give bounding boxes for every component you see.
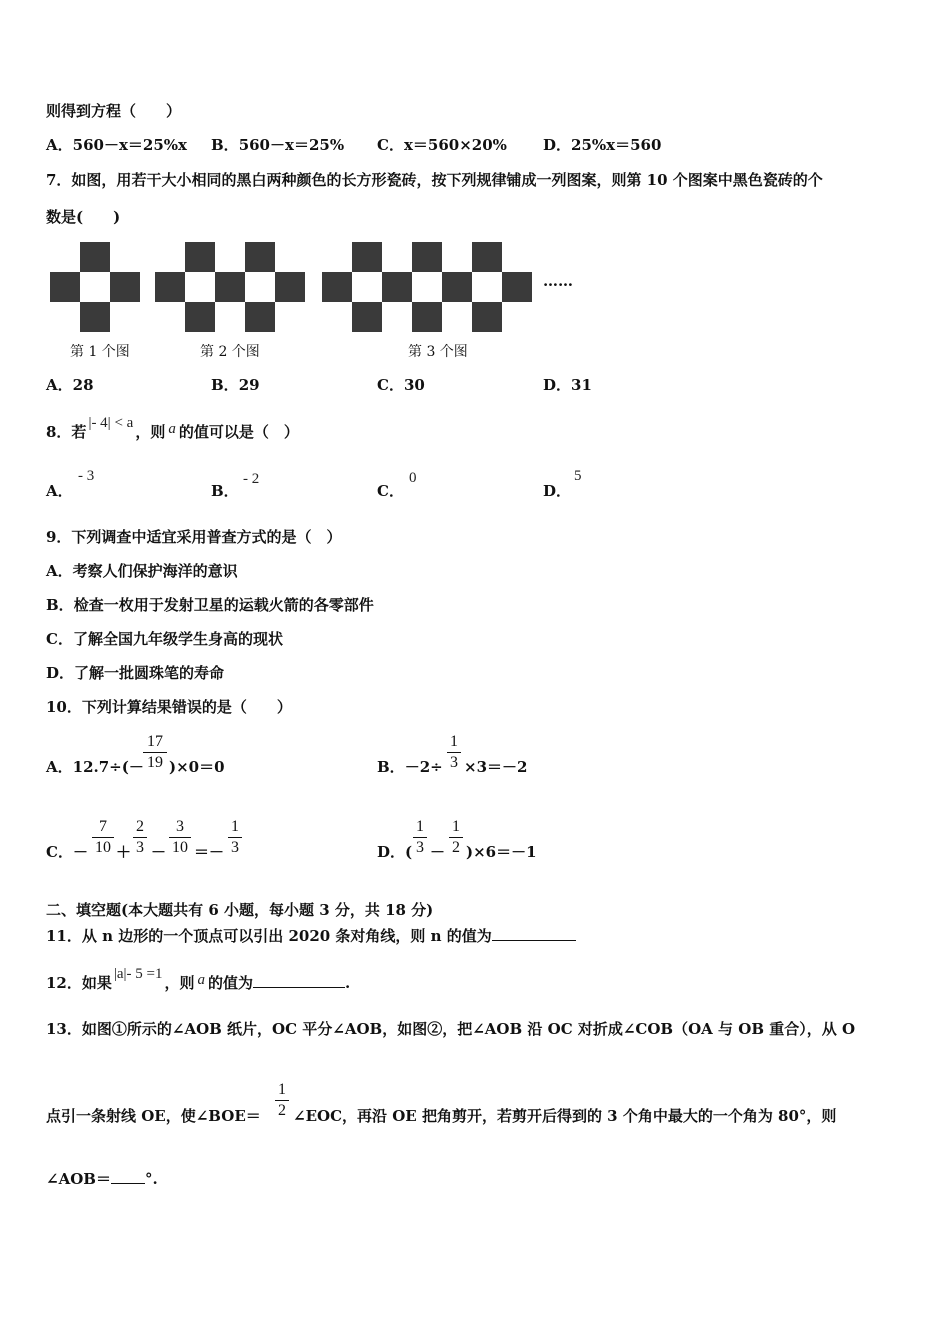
q9-option-d: D．了解一批圆珠笔的寿命 — [46, 664, 225, 682]
q11-answer-blank[interactable] — [492, 926, 576, 941]
q10-option-a-tail: )×0＝0 — [169, 758, 225, 776]
black-tile — [50, 272, 80, 302]
black-tile — [245, 302, 275, 332]
q13-answer-blank[interactable] — [111, 1169, 145, 1184]
q10-c-fraction-3: 3 10 — [169, 818, 191, 857]
q6-option-b: B．560－x＝25% — [211, 136, 345, 154]
black-tile — [80, 302, 110, 332]
q7-option-c: C．30 — [377, 376, 425, 394]
tile-figure-2 — [155, 242, 305, 332]
black-tile — [352, 242, 382, 272]
black-tile — [110, 272, 140, 302]
black-tile — [215, 272, 245, 302]
q10-option-d-tail: )×6＝－1 — [466, 843, 537, 861]
q13-line3: ∠AOB＝ °. — [46, 1170, 158, 1188]
figure-3-caption: 第 3 个图 — [408, 344, 468, 360]
q13-fraction: 1 2 — [275, 1081, 289, 1120]
q8-option-a: A． — [46, 482, 73, 500]
black-tile — [472, 302, 502, 332]
q8-inequality: |- 4| < a — [88, 415, 134, 431]
q9-stem: 9．下列调查中适宜采用普查方式的是（ ） — [46, 528, 342, 546]
tile-figure-1 — [50, 242, 140, 332]
black-tile — [502, 272, 532, 302]
q8-option-c: C． — [377, 482, 404, 500]
q8-option-d-value: 5 — [574, 468, 582, 484]
q6-stem-tail: 则得到方程（ ） — [46, 102, 182, 120]
q8-variable: a — [168, 421, 176, 437]
q10-a-fraction: 17 19 — [143, 733, 167, 772]
black-tile — [322, 272, 352, 302]
q6-option-c: C．x＝560×20% — [377, 136, 507, 154]
q12-answer-blank[interactable] — [253, 973, 345, 988]
q13-line2-start: 点引一条射线 OE，使∠BOE＝ — [46, 1107, 261, 1125]
black-tile — [472, 242, 502, 272]
q10-c-fraction-2: 2 3 — [133, 818, 147, 857]
q10-option-d: D．( — [377, 843, 413, 861]
q7-option-d: D．31 — [543, 376, 592, 394]
q7-option-b: B．29 — [211, 376, 260, 394]
q10-d-fraction-1: 1 3 — [413, 818, 427, 857]
tile-figure-3 — [322, 242, 532, 332]
q10-b-fraction: 1 3 — [447, 733, 461, 772]
q8-option-c-value: 0 — [409, 470, 417, 486]
q8-option-a-value: - 3 — [78, 468, 95, 484]
figure-2-caption: 第 2 个图 — [200, 344, 260, 360]
q10-stem: 10．下列计算结果错误的是（ ） — [46, 698, 292, 716]
black-tile — [412, 242, 442, 272]
q11-stem: 11．从 n 边形的一个顶点可以引出 2020 条对角线，则 n 的值为 — [46, 926, 576, 945]
q10-d-fraction-2: 1 2 — [449, 818, 463, 857]
q10-c-fraction-1: 7 10 — [92, 818, 114, 857]
q10-c-equals: ＝－ — [194, 843, 225, 861]
q8-option-d: D． — [543, 482, 572, 500]
black-tile — [412, 302, 442, 332]
black-tile — [275, 272, 305, 302]
figure-1-caption: 第 1 个图 — [70, 344, 130, 360]
black-tile — [442, 272, 472, 302]
q10-option-c: C．－ — [46, 843, 88, 861]
q9-option-a: A．考察人们保护海洋的意识 — [46, 562, 238, 580]
q8-option-b-value: - 2 — [243, 471, 260, 487]
black-tile — [352, 302, 382, 332]
q10-option-b: B．－2÷ — [377, 758, 443, 776]
black-tile — [80, 242, 110, 272]
black-tile — [185, 302, 215, 332]
q7-option-a: A．28 — [46, 376, 94, 394]
q12-stem: 12．如果 |a|- 5 =1 ，则 a 的值为 . — [46, 966, 351, 992]
black-tile — [245, 242, 275, 272]
q7-ellipsis: …… — [543, 272, 573, 290]
q7-stem-line2: 数是( ) — [46, 208, 121, 226]
q9-option-b: B．检查一枚用于发射卫星的运载火箭的各零部件 — [46, 596, 374, 614]
q8-stem: 8．若 |- 4| < a ，则 a 的值可以是（ ） — [46, 415, 299, 441]
q10-option-b-tail: ×3＝－2 — [464, 758, 528, 776]
q8-option-b: B． — [211, 482, 239, 500]
q6-option-d: D．25%x＝560 — [543, 136, 662, 154]
black-tile — [155, 272, 185, 302]
q12-equation: |a|- 5 =1 — [113, 966, 163, 982]
q10-c-plus: ＋ — [116, 843, 132, 861]
q7-stem-line1: 7．如图，用若干大小相同的黑白两种颜色的长方形瓷砖，按下列规律铺成一列图案，则第 10 个图案中黑色瓷砖的个 — [46, 171, 823, 189]
q10-option-a: A．12.7÷(－ — [46, 758, 144, 776]
q12-variable: a — [197, 972, 206, 988]
q10-d-minus: － — [430, 843, 446, 861]
black-tile — [382, 272, 412, 302]
q10-c-minus: － — [151, 843, 167, 861]
black-tile — [185, 242, 215, 272]
q13-line2-end: ∠EOC，再沿 OE 把角剪开，若剪开后得到的 3 个角中最大的一个角为 80°，则 — [293, 1107, 837, 1125]
q13-line1: 13．如图①所示的∠AOB 纸片，OC 平分∠AOB，如图②，把∠AOB 沿 OC 对折成∠COB（OA 与 OB 重合），从 O — [46, 1020, 856, 1038]
q6-option-a: A．560－x＝25%x — [46, 136, 187, 154]
q10-c-fraction-4: 1 3 — [228, 818, 242, 857]
section-2-title: 二、填空题(本大题共有 6 小题，每小题 3 分，共 18 分) — [46, 901, 434, 919]
q9-option-c: C．了解全国九年级学生身高的现状 — [46, 630, 283, 648]
